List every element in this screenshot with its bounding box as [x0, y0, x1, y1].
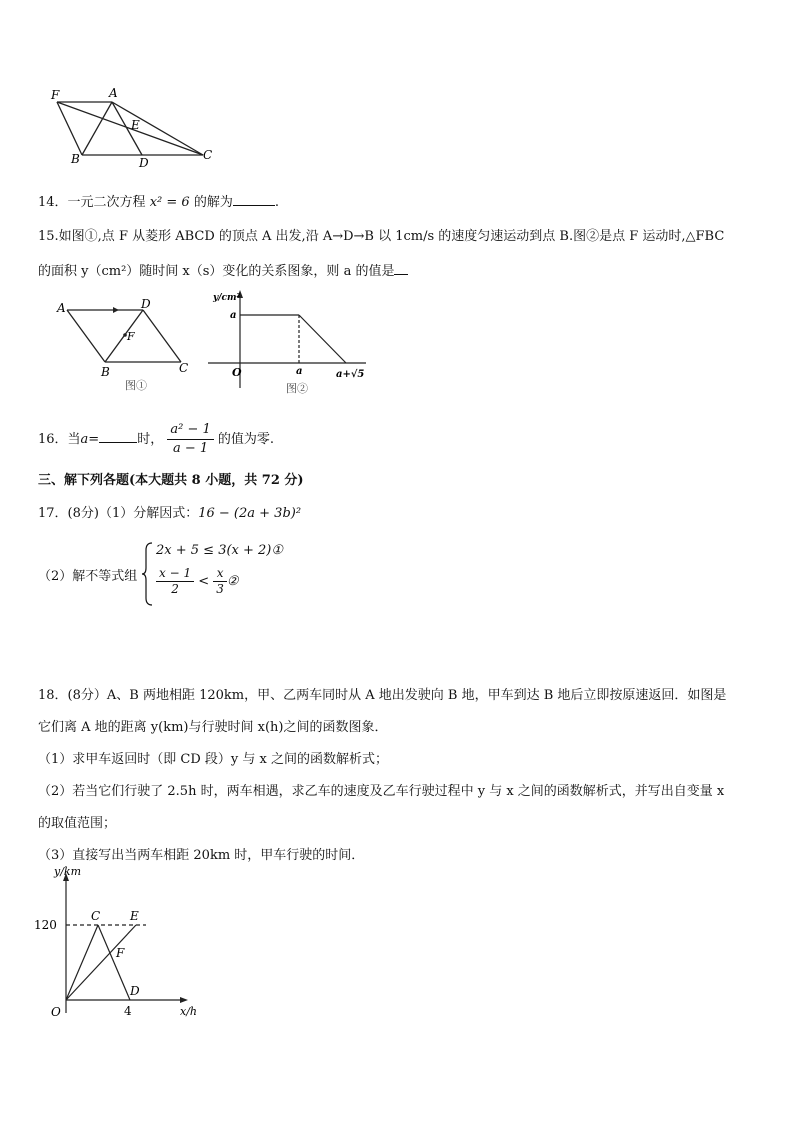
question-18-line5: 的取值范围；: [38, 816, 117, 831]
graph-origin: O: [51, 1005, 61, 1019]
q17-ineq2-left-den: 2: [171, 582, 179, 596]
q17-part2-label: （2）解不等式组: [38, 569, 138, 584]
label-D: D: [139, 156, 149, 170]
label-B: B: [71, 152, 80, 166]
q17-ineq2-right-den: 3: [216, 582, 224, 596]
fig1-caption: 图①: [125, 379, 147, 392]
q15-line2-text: 的面积 y（cm²）随时间 x（s）变化的关系图象，则 a 的值是: [38, 264, 395, 279]
fig2-origin: O: [232, 366, 242, 379]
question-18-line3: （1）求甲车返回时（即 CD 段）y 与 x 之间的函数解析式；: [38, 752, 388, 767]
q16-numerator: a² − 1: [167, 421, 213, 440]
q17-line1: 17．(8分)（1）分解因式：: [38, 506, 199, 521]
q17-ineq2-left-num: x − 1: [156, 566, 194, 582]
fig1-label-B: B: [101, 365, 110, 379]
q16-answer-blank[interactable]: [99, 430, 137, 443]
label-A: A: [109, 86, 118, 100]
question-15-line1: 15.如图①,点 F 从菱形 ABCD 的顶点 A 出发,沿 A→D→B 以 1cm/s 的速度匀速运动到点 B.图②是点 F 运动时,△FBC: [38, 229, 725, 244]
question-16: [38, 420, 274, 460]
q17-ineq2-right-fraction: [213, 566, 227, 597]
question-18-line6: （3）直接写出当两车相距 20km 时，甲车行驶的时间．: [38, 848, 365, 863]
fig2-a-x: a: [296, 366, 303, 377]
q14-number: 14．: [38, 195, 68, 210]
distance-time-graph: [30, 865, 210, 1025]
graph-xlabel: x/h: [180, 1005, 197, 1018]
q16-text-mid: 时，: [137, 432, 164, 447]
section-3-title: 三、解下列各题(本大题共 8 小题，共 72 分): [38, 473, 304, 488]
fig1-label-A: A: [57, 301, 66, 315]
q16-denominator: a − 1: [172, 441, 209, 456]
q14-text-b: 的解为: [193, 195, 233, 210]
graph-label-E: E: [130, 909, 139, 923]
q17-ineq2-mark: ②: [226, 574, 239, 589]
fig2-a-sqrt5: a+√5: [336, 369, 365, 380]
question-14: [38, 193, 279, 212]
system-brace: [142, 542, 154, 606]
label-F: F: [51, 88, 60, 102]
graph-label-D: D: [130, 984, 140, 998]
q17-ineq2-lt: <: [198, 574, 210, 589]
q16-fraction: [167, 421, 213, 458]
question-18-line4: （2）若当它们行驶了 2.5h 时，两车相遇，求乙车的速度及乙车行驶过程中 y 与 x 之间的函数解析式，并写出自变量 x: [38, 784, 725, 799]
q16-number: 16．当: [38, 432, 81, 447]
q17-ineq2-right-num: x: [213, 566, 227, 582]
graph-ylabel: y/km: [54, 865, 82, 878]
q14-text-a: 一元二次方程: [67, 195, 146, 210]
rhombus-figure: [55, 296, 195, 396]
q17-inequality-2: [156, 566, 239, 597]
q17-expression: 16 − (2a + 3b)²: [198, 506, 302, 521]
q17-ineq2-left-fraction: [156, 566, 194, 597]
fig1-label-D: D: [141, 297, 151, 311]
graph-label-C: C: [91, 909, 101, 923]
q16-text-end: 的值为零.: [217, 432, 275, 447]
area-time-graph: [208, 288, 368, 398]
graph-y-120: 120: [34, 918, 57, 932]
label-C: C: [203, 148, 213, 162]
question-17-part1: [38, 505, 301, 523]
question-17-part2: [38, 540, 398, 608]
question-18-line1: 18．(8分）A、B 两地相距 120km，甲、乙两车同时从 A 地出发驶向 B 地，甲车到达 B 地后立即按原速返回．如图是: [38, 688, 727, 703]
fig2-a-y: a: [230, 310, 237, 321]
graph-label-F: F: [116, 946, 125, 960]
label-E: E: [131, 118, 140, 132]
graph-x-4: 4: [124, 1004, 132, 1018]
q16-var: a=: [80, 432, 100, 447]
q14-answer-blank[interactable]: [233, 193, 275, 206]
question-18-line2: 它们离 A 地的距离 y(km)与行驶时间 x(h)之间的函数图象．: [38, 720, 388, 735]
question-15-line2: [38, 262, 408, 281]
q14-end: .: [274, 195, 279, 210]
q15-answer-blank[interactable]: [394, 262, 408, 275]
q14-equation: x² = 6: [149, 195, 190, 210]
fig1-label-C: C: [179, 361, 189, 375]
fig2-ylabel: y/cm²: [213, 293, 241, 303]
top-geometry-figure: [45, 85, 225, 170]
fig2-caption: 图②: [286, 382, 308, 395]
q17-inequality-1: 2x + 5 ≤ 3(x + 2)①: [156, 543, 284, 558]
fig1-label-F: F: [127, 330, 135, 343]
